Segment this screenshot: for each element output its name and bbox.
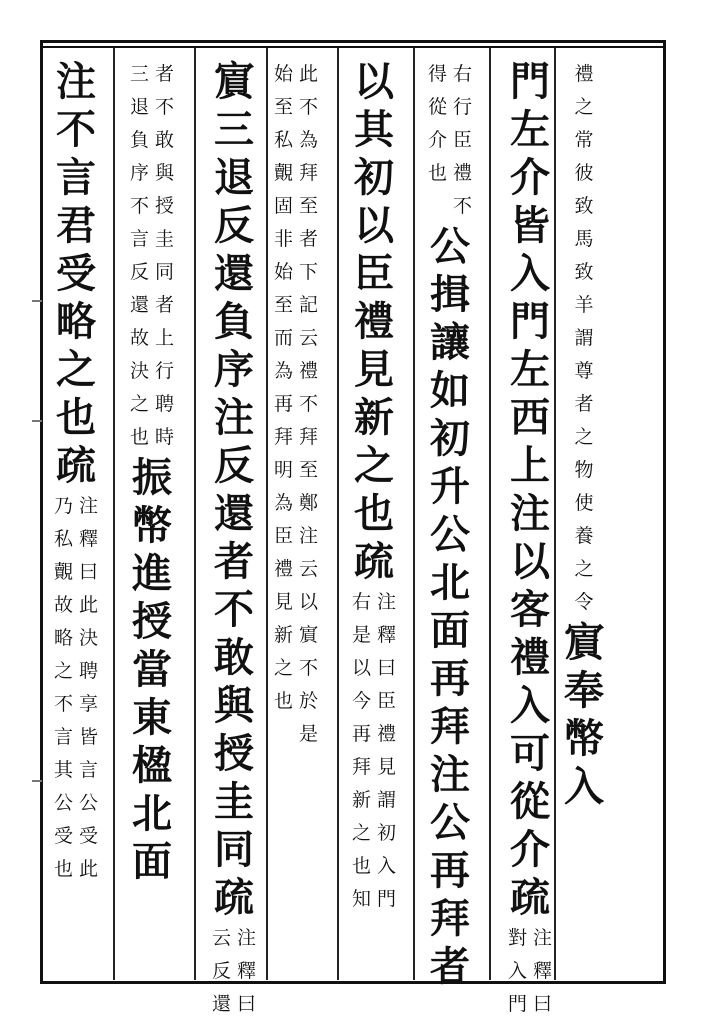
glyph: 賔 [299,624,319,646]
glyph: 還 [214,490,254,537]
glyph: 還 [214,250,254,297]
glyph: 曰 [79,561,99,583]
glyph: 不 [56,106,96,153]
glyph: 還 [211,993,231,1015]
commentary-line-1 [533,922,552,1021]
main-text [56,106,96,442]
glyph: 疏 [354,538,394,585]
glyph: 謂 [377,789,397,811]
glyph: 與 [214,682,254,729]
glyph: 授 [155,195,175,217]
glyph: 皆 [79,726,99,748]
glyph: 入 [510,250,550,297]
glyph: 敢 [155,129,175,151]
column-rule [413,48,415,980]
glyph: 者 [214,538,254,585]
glyph: 不 [129,195,149,217]
glyph: 禮 [273,558,293,580]
glyph: 注 [237,927,257,949]
glyph: 注 [430,751,470,798]
commentary-line-2 [352,586,371,916]
glyph: 羊 [574,294,594,316]
commentary-line-2 [212,922,231,1021]
glyph: 負 [129,129,149,151]
main-text [132,454,172,886]
glyph: 之 [53,660,73,682]
commentary-line-1 [453,58,472,223]
glyph: 云 [299,558,319,580]
glyph: 禮 [299,360,319,382]
commentary-line-1 [237,922,256,1021]
glyph: 致 [574,261,594,283]
main-text [214,874,254,922]
commentary-line-1 [299,58,318,751]
glyph: 禮 [377,723,397,745]
glyph: 其 [53,759,73,781]
glyph: 介 [510,826,550,873]
glyph: 言 [53,726,73,748]
glyph: 見 [273,591,293,613]
glyph: 拜 [299,162,319,184]
glyph: 知 [351,888,371,910]
commentary-line-2 [274,58,293,751]
glyph: 物 [574,459,594,481]
main-text [214,442,254,874]
glyph: 禮 [354,298,394,345]
glyph: 時 [155,426,175,448]
glyph: 也 [273,690,293,712]
glyph: 得 [427,63,447,85]
glyph: 覿 [273,162,293,184]
glyph: 入 [507,960,527,982]
glyph: 以 [351,657,371,679]
glyph: 與 [155,162,175,184]
glyph: 疏 [510,874,550,921]
glyph: 曰 [237,993,257,1015]
glyph: 對 [507,927,527,949]
glyph: 曰 [377,657,397,679]
glyph: 之 [574,96,594,118]
glyph: 見 [354,346,394,393]
glyph: 可 [510,730,550,777]
glyph: 以 [354,58,394,105]
glyph: 奉 [564,667,604,714]
glyph: 云 [211,927,231,949]
glyph: 乃 [53,495,73,517]
glyph: 注 [214,394,254,441]
glyph: 尊 [574,360,594,382]
glyph: 圭 [155,228,175,250]
glyph: 始 [273,63,293,85]
glyph: 此 [299,63,319,85]
glyph: 拜 [430,703,470,750]
glyph: 入 [510,682,550,729]
glyph: 幣 [564,715,604,762]
glyph: 負 [214,298,254,345]
glyph: 退 [214,154,254,201]
glyph: 也 [354,490,394,537]
commentary-double-line [428,58,472,223]
glyph: 上 [510,442,550,489]
main-text [430,799,470,991]
text-column-6 [202,58,266,1015]
commentary-double-line [212,922,256,1021]
glyph: 故 [53,594,73,616]
glyph: 言 [56,154,96,201]
glyph: 拜 [273,426,293,448]
glyph: 門 [510,58,550,105]
glyph: 入 [564,763,604,810]
glyph: 至 [299,195,319,217]
glyph: 左 [510,106,550,153]
glyph: 之 [574,558,594,580]
glyph: 為 [273,360,293,382]
glyph: 公 [430,223,470,270]
glyph: 也 [56,394,96,441]
glyph: 升 [430,463,470,510]
glyph: 上 [155,327,175,349]
glyph: 釋 [377,624,397,646]
glyph: 決 [129,360,149,382]
glyph: 初 [430,415,470,462]
glyph: 行 [453,96,473,118]
glyph: 此 [79,858,99,880]
glyph: 故 [129,327,149,349]
glyph: 初 [354,154,394,201]
glyph: 者 [430,943,470,990]
glyph: 使 [574,492,594,514]
glyph: 以 [299,591,319,613]
glyph: 從 [427,96,447,118]
glyph: 記 [299,294,319,316]
glyph: 馬 [574,228,594,250]
glyph: 曰 [533,993,553,1015]
glyph: 右 [453,63,473,85]
glyph: 之 [351,822,371,844]
main-text [214,394,254,442]
glyph: 退 [129,96,149,118]
glyph: 授 [132,598,172,645]
glyph: 是 [299,723,319,745]
glyph: 疏 [214,874,254,921]
glyph: 門 [507,993,527,1015]
glyph: 新 [273,624,293,646]
glyph: 皆 [510,202,550,249]
glyph: 今 [351,690,371,712]
commentary-line-2 [130,58,149,454]
glyph: 決 [79,627,99,649]
glyph: 至 [273,294,293,316]
text-column-7 [120,58,184,970]
glyph: 之 [354,442,394,489]
glyph: 享 [79,693,99,715]
glyph: 不 [214,586,254,633]
glyph: 釋 [533,960,553,982]
glyph: 注 [533,927,553,949]
glyph: 從 [510,778,550,825]
main-text [354,538,394,586]
commentary-line-2 [428,58,447,223]
glyph: 之 [56,346,96,393]
glyph: 如 [430,367,470,414]
glyph: 再 [351,723,371,745]
column-rule [113,48,115,980]
top-rule [40,46,666,48]
commentary-double-line [352,586,396,916]
glyph: 序 [214,346,254,393]
glyph: 反 [211,960,231,982]
glyph: 君 [56,202,96,249]
glyph: 受 [53,825,73,847]
glyph: 再 [430,655,470,702]
main-text [510,58,550,490]
glyph: 釋 [237,960,257,982]
glyph: 疏 [56,442,96,489]
glyph: 門 [377,888,397,910]
glyph: 禮 [510,634,550,681]
glyph: 北 [132,790,172,837]
glyph: 敢 [214,634,254,681]
glyph: 不 [299,96,319,118]
glyph: 面 [430,607,470,654]
glyph: 拜 [299,426,319,448]
glyph: 聘 [79,660,99,682]
glyph: 明 [273,459,293,481]
glyph: 再 [273,393,293,415]
main-text [354,58,394,538]
glyph: 也 [427,162,447,184]
small-text [574,58,593,619]
glyph: 進 [132,550,172,597]
glyph: 言 [129,228,149,250]
main-text [564,619,604,811]
glyph: 不 [53,693,73,715]
glyph: 注 [377,591,397,613]
glyph: 者 [155,294,175,316]
commentary-line-2 [508,922,527,1021]
glyph: 不 [155,96,175,118]
column-rule [489,48,491,980]
glyph: 新 [354,394,394,441]
glyph: 新 [351,789,371,811]
glyph: 私 [53,528,73,550]
glyph: 幣 [132,502,172,549]
glyph: 反 [214,202,254,249]
glyph: 左 [510,346,550,393]
glyph: 初 [377,822,397,844]
glyph: 讓 [430,319,470,366]
main-text [430,223,470,751]
glyph: 注 [510,490,550,537]
glyph: 三 [214,106,254,153]
glyph: 釋 [79,528,99,550]
text-column-4 [342,58,406,970]
glyph: 北 [430,559,470,606]
glyph: 受 [56,250,96,297]
glyph: 賔 [564,619,604,666]
edge-mark [32,780,42,782]
glyph: 公 [53,792,73,814]
glyph: 再 [430,847,470,894]
edge-mark [32,300,42,302]
glyph: 聘 [155,393,175,415]
text-column-3 [418,58,482,990]
main-text [430,751,470,799]
glyph: 公 [430,799,470,846]
commentary-double-line [54,490,98,886]
glyph: 不 [299,393,319,415]
glyph: 也 [129,426,149,448]
text-column-8 [44,58,108,970]
glyph: 為 [273,492,293,514]
glyph: 介 [427,129,447,151]
glyph: 還 [129,294,149,316]
glyph: 常 [574,129,594,151]
glyph: 序 [129,162,149,184]
glyph: 固 [273,195,293,217]
glyph: 養 [574,525,594,547]
glyph: 臣 [453,129,473,151]
glyph: 同 [155,261,175,283]
glyph: 者 [574,393,594,415]
commentary-double-line [274,58,318,751]
glyph: 之 [129,393,149,415]
glyph: 者 [155,63,175,85]
glyph: 臣 [377,690,397,712]
glyph: 者 [299,228,319,250]
glyph: 不 [453,195,473,217]
glyph: 言 [79,759,99,781]
glyph: 禮 [453,162,473,184]
glyph: 注 [79,495,99,517]
glyph: 注 [56,58,96,105]
glyph: 鄭 [299,492,319,514]
glyph: 致 [574,195,594,217]
glyph: 入 [377,855,397,877]
commentary-double-line [130,58,174,454]
glyph: 彼 [574,162,594,184]
glyph: 始 [273,261,293,283]
glyph: 授 [214,730,254,777]
main-text [56,58,96,106]
glyph: 拜 [430,895,470,942]
glyph: 至 [273,96,293,118]
commentary-line-1 [377,586,396,916]
glyph: 至 [299,459,319,481]
glyph: 注 [299,525,319,547]
glyph: 楹 [132,742,172,789]
glyph: 賔 [214,58,254,105]
column-rule [194,48,196,980]
glyph: 覿 [53,561,73,583]
glyph: 是 [351,624,371,646]
main-text [510,490,550,538]
glyph: 當 [132,646,172,693]
glyph: 振 [132,454,172,501]
text-column-2 [498,58,562,1015]
glyph: 以 [510,538,550,585]
glyph: 不 [299,657,319,679]
glyph: 臣 [354,250,394,297]
glyph: 揖 [430,271,470,318]
commentary-line-1 [155,58,174,454]
glyph: 非 [273,228,293,250]
glyph: 下 [299,261,319,283]
glyph: 此 [79,594,99,616]
glyph: 圭 [214,778,254,825]
glyph: 為 [299,129,319,151]
glyph: 略 [53,627,73,649]
glyph: 公 [79,792,99,814]
glyph: 謂 [574,327,594,349]
glyph: 反 [129,261,149,283]
glyph: 之 [574,426,594,448]
glyph: 也 [53,858,73,880]
main-text [510,538,550,874]
glyph: 反 [214,442,254,489]
text-column-5 [264,58,328,970]
main-text [510,874,550,922]
glyph: 三 [129,63,149,85]
column-rule [337,48,339,980]
glyph: 東 [132,694,172,741]
glyph: 門 [510,298,550,345]
glyph: 公 [430,511,470,558]
glyph: 也 [351,855,371,877]
glyph: 西 [510,394,550,441]
glyph: 其 [354,106,394,153]
glyph: 同 [214,826,254,873]
commentary-line-1 [79,490,98,886]
glyph: 云 [299,327,319,349]
glyph: 私 [273,129,293,151]
glyph: 之 [273,657,293,679]
glyph: 略 [56,298,96,345]
glyph: 臣 [273,525,293,547]
glyph: 拜 [351,756,371,778]
glyph: 受 [79,825,99,847]
glyph: 令 [574,591,594,613]
glyph: 於 [299,690,319,712]
main-text [56,442,96,490]
glyph: 見 [377,756,397,778]
glyph: 介 [510,154,550,201]
glyph: 右 [351,591,371,613]
glyph: 行 [155,360,175,382]
glyph: 禮 [574,63,594,85]
edge-mark [32,420,42,422]
glyph: 而 [273,327,293,349]
glyph: 面 [132,838,172,885]
main-text [214,58,254,394]
glyph: 以 [354,202,394,249]
glyph: 客 [510,586,550,633]
commentary-line-2 [54,490,73,886]
commentary-double-line [508,922,552,1021]
